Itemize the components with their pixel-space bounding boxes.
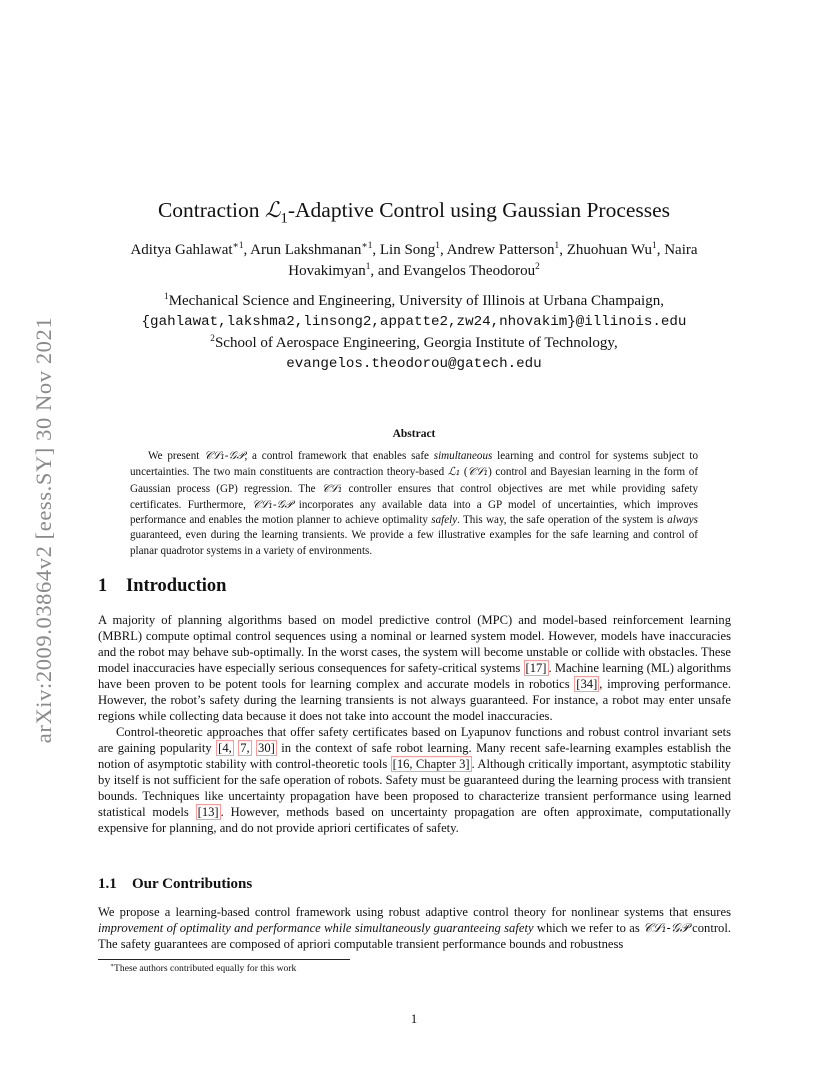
contributions-body (98, 904, 731, 952)
footnote-mark: ∗ (110, 962, 115, 969)
abstract-text: learning and control for systems subject to uncertainties. The two main constituents are contraction theory-based (130, 450, 699, 479)
author-affil-mark: ∗1 (361, 241, 373, 251)
footnote (110, 963, 296, 974)
page-number: 1 (410, 1012, 418, 1026)
body-text: A majority of planning algorithms based on model predictive control (MPC) and model-based reinforcement learning (MBRL) compute optimal control sequences using a nominal or learned system model. However, models have inaccuracies and the robot may behave sub-optimally. In the worst cases, the system will become unstable or collide with obstacles. These model inaccuracies have especially serious consequences for safety-critical systems (98, 613, 731, 675)
affiliations (90, 291, 738, 375)
footnote-text: These authors contributed equally for this work (114, 963, 297, 974)
math-inline: 𝒞ℒ₁ (321, 481, 343, 495)
citation-link[interactable]: 7, (240, 741, 250, 755)
math-inline: 𝒞ℒ₁-𝒢𝒫 (252, 497, 293, 511)
body-text: We propose a learning-based control framework using robust adaptive control theory for nonlinear systems that ensures (98, 905, 731, 919)
emphasis: improvement of optimality and performance while simultaneously guaranteeing safety (98, 921, 534, 935)
abstract-text: , a control framework that enables safe (244, 450, 434, 462)
author-affil-mark: 2 (535, 262, 540, 272)
title-symbol: ℒ (264, 198, 281, 223)
math-inline: 𝒞ℒ₁-𝒢𝒫 (643, 920, 689, 935)
abstract-text: controller ensures that control objectives are met while providing safety certificates. Furthermore, (130, 482, 698, 511)
author-affil-mark: ∗1 (232, 241, 244, 251)
body-text: . Although critically important, asymptotic stability by itself is not sufficient for the safe operation of robots. Safety must be guaranteed during the learning process with transient bounds. Techniques like uncertainty propagation have been proposed to characterize transient performance using learned statistical models (98, 757, 731, 819)
affiliation-mark: 2 (210, 334, 215, 344)
body-text: which we refer to as (533, 921, 644, 935)
citation-link[interactable]: [13] (197, 805, 219, 819)
emphasis: safely (431, 514, 458, 527)
paragraph (98, 612, 731, 724)
affiliation-2 (90, 333, 738, 354)
affiliation-1-email[interactable]: {gahlawat,lakshma2,linsong2,appatte2,zw24,nhovakim}@illinois.edu (141, 314, 687, 330)
affiliation-mark: 1 (164, 292, 169, 302)
body-text: . However, methods based on uncertainty propagation are often approximate, computationally expensive for planning, and do not provide apriori certificates of safety. (98, 805, 731, 835)
body-text: , improving performance. However, the robot’s safety during the learning transients is not always guaranteed. For instance, a robot may enter unsafe regions while collecting data because it does not take into account the model inaccuracies. (98, 677, 732, 723)
math-inline: 𝒞ℒ₁-𝒢𝒫 (204, 449, 245, 462)
subsection-title: Our Contributions (132, 876, 253, 892)
citation-link[interactable]: [4, (218, 741, 232, 755)
section-number: 1 (98, 576, 108, 596)
citation-link[interactable]: [17] (525, 661, 547, 675)
section-title: Introduction (126, 576, 227, 596)
author-affil-mark: 1 (435, 241, 440, 251)
author-name: , and Evangelos Theodorou (370, 263, 536, 279)
abstract-paragraph (130, 448, 698, 559)
author-list (100, 240, 728, 282)
body-text: Control-theoretic approaches that offer safety certificates based on Lyapunov functions and robust control invariant sets are gaining popularity (98, 725, 731, 755)
citation-link[interactable]: 30] (258, 741, 275, 755)
abstract-text: ) control and Bayesian learning in the form of Gaussian process (GP) regression. The (130, 466, 699, 495)
title-prefix: Contraction (157, 198, 265, 222)
body-text: in the context of safe robot learning. Many recent safe-learning examples establish the notion of asymptotic stability with control-theoretic tools (98, 741, 731, 771)
author-name: , Lin Song (372, 242, 436, 258)
abstract-text: . This way, the safe operation of the system is (457, 514, 668, 527)
author-name: , Naira Hovakimyan (288, 242, 698, 279)
author-name: , Arun Lakshmanan (243, 242, 362, 258)
body-text: control. The safety guarantees are composed of apriori computable transient performance bounds and robustness (98, 921, 731, 951)
arxiv-identifier: arXiv:2009.03864v2 [eess.SY] 30 Nov 2021 (31, 316, 56, 744)
author-affil-mark: 1 (554, 241, 560, 251)
footnote-rule (98, 959, 350, 960)
affiliation-text: School of Aerospace Engineering, Georgia Institute of Technology, (214, 335, 618, 351)
introduction-body (98, 612, 731, 836)
abstract-text: We present (148, 450, 205, 462)
abstract-body (130, 448, 698, 559)
emphasis: always (667, 514, 698, 527)
abstract-text: incorporates any available data into a GP model of uncertainties, which improves performance and enables the motion planner to achieve optimality (130, 498, 698, 527)
title-suffix: -Adaptive Control using Gaussian Processes (287, 198, 671, 222)
author-affil-mark: 1 (652, 241, 657, 251)
title-subscript: 1 (280, 210, 288, 227)
author-affil-mark: 1 (365, 262, 371, 272)
abstract-text: ( (460, 466, 468, 479)
paragraph (98, 904, 731, 952)
citation-link[interactable]: [34] (576, 677, 598, 691)
abstract-text: guaranteed, even during the learning transients. We provide a few illustrative examples for the safe learning and control of planar quadrotor systems in a variety of environments. (130, 529, 698, 557)
body-text: . Machine learning (ML) algorithms have been proven to be potent tools for learning complex and accurate models in robotics (98, 661, 731, 691)
math-inline: ℒ₁ (447, 465, 461, 479)
citation-link[interactable]: [16, Chapter 3] (392, 757, 470, 771)
author-name: Aditya Gahlawat (130, 242, 233, 258)
affiliation-2-email[interactable]: evangelos.theodorou@gatech.edu (286, 356, 542, 372)
paper-title (100, 196, 728, 225)
affiliation-text: Mechanical Science and Engineering, University of Illinois at Urbana Champaign, (168, 293, 664, 309)
math-inline: 𝒞ℒ₁ (467, 465, 489, 479)
emphasis: simultaneous (433, 450, 493, 462)
affiliation-1 (90, 291, 738, 312)
section-heading-introduction (98, 576, 226, 597)
author-name: , Andrew Patterson (439, 242, 555, 258)
subsection-heading-contributions (98, 876, 252, 893)
subsection-number: 1.1 (98, 876, 117, 892)
author-name: , Zhuohuan Wu (559, 242, 653, 258)
paragraph (98, 724, 731, 836)
arxiv-sidebar-stamp (20, 270, 68, 790)
abstract-heading: Abstract (392, 428, 436, 440)
